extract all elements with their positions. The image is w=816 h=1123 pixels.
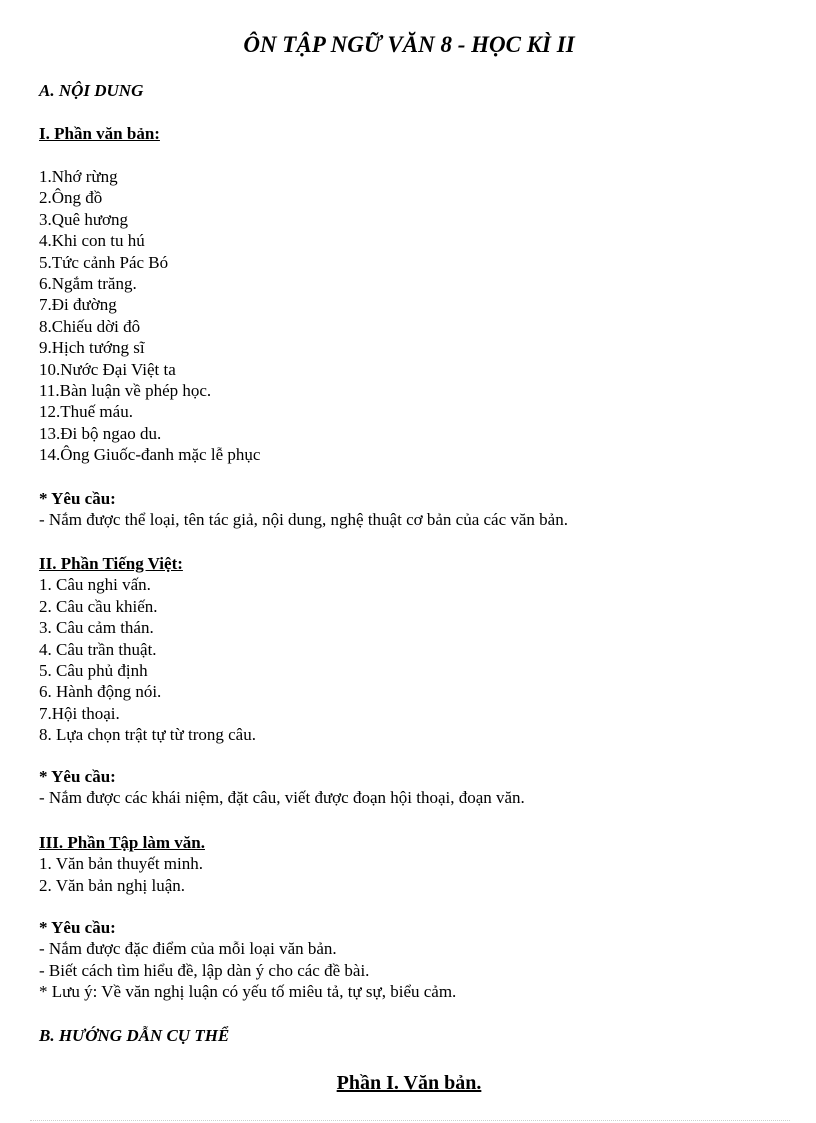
note-line: * Lưu ý: Về văn nghị luận có yếu tố miêu tả, tự sự, biểu cảm. xyxy=(39,982,457,1002)
list-item: 13.Đi bộ ngao du. xyxy=(39,423,162,443)
list-item: 6. Hành động nói. xyxy=(39,682,162,702)
part1-requirements xyxy=(39,488,568,531)
part2-heading: II. Phần Tiếng Việt: xyxy=(39,554,183,573)
list-item: 10.Nước Đại Việt ta xyxy=(39,359,176,379)
list-item: 5. Câu phủ định xyxy=(39,661,148,681)
requirement-line: - Nắm được thể loại, tên tác giả, nội dung, nghệ thuật cơ bản của các văn bản. xyxy=(39,510,568,530)
section-b-heading: B. HƯỚNG DẪN CỤ THỂ xyxy=(39,1026,230,1045)
part3-heading: III. Phần Tập làm văn. xyxy=(39,833,205,852)
list-item: 1. Văn bản thuyết minh. xyxy=(39,854,203,874)
list-item: 4. Câu trần thuật. xyxy=(39,639,157,659)
list-item: 3. Câu cảm thán. xyxy=(39,618,154,638)
list-item: 9.Hịch tướng sĩ xyxy=(39,338,145,358)
part2-requirements xyxy=(39,766,525,809)
part3-requirements xyxy=(39,917,456,1003)
list-item: 2.Ông đồ xyxy=(39,188,103,208)
list-item: 8.Chiếu dời đô xyxy=(39,316,141,336)
requirements-title: * Yêu cầu: xyxy=(39,767,116,786)
requirement-line: - Biết cách tìm hiểu đề, lập dàn ý cho các đề bài. xyxy=(39,960,370,980)
list-item: 6.Ngắm trăng. xyxy=(39,274,137,294)
requirement-line: - Nắm được đặc điểm của mỗi loại văn bản. xyxy=(39,939,337,959)
page-bottom-divider xyxy=(30,1120,790,1121)
list-item: 5.Tức cảnh Pác Bó xyxy=(39,252,169,272)
list-item: 1. Câu nghi vấn. xyxy=(39,575,151,595)
section-a-heading: A. NỘI DUNG xyxy=(39,81,144,100)
list-item: 7.Hội thoại. xyxy=(39,703,120,723)
requirements-title: * Yêu cầu: xyxy=(39,918,116,937)
list-item: 2. Văn bản nghị luận. xyxy=(39,875,186,895)
document-title: ÔN TẬP NGỮ VĂN 8 - HỌC KÌ II xyxy=(243,32,575,57)
part1-heading-block xyxy=(39,123,160,144)
list-item: 12.Thuế máu. xyxy=(39,402,133,422)
list-item: 8. Lựa chọn trật tự từ trong câu. xyxy=(39,725,256,745)
list-item: 14.Ông Giuốc-đanh mặc lễ phục xyxy=(39,445,261,465)
list-item: 4.Khi con tu hú xyxy=(39,231,145,251)
requirements-title: * Yêu cầu: xyxy=(39,489,116,508)
part3-block xyxy=(39,832,205,896)
list-item: 3.Quê hương xyxy=(39,209,129,229)
list-item: 11.Bàn luận về phép học. xyxy=(39,381,212,401)
list-item: 1.Nhớ rừng xyxy=(39,167,118,186)
part1-heading: I. Phần văn bản: xyxy=(39,124,160,143)
list-item: 2. Câu cầu khiến. xyxy=(39,596,158,616)
requirement-line: - Nắm được các khái niệm, đặt câu, viết được đoạn hội thoại, đoạn văn. xyxy=(39,788,525,808)
list-item: 7.Đi đường xyxy=(39,295,117,315)
part2-block xyxy=(39,553,256,746)
part-title: Phần I. Văn bản. xyxy=(336,1072,482,1094)
part1-list xyxy=(39,166,260,466)
